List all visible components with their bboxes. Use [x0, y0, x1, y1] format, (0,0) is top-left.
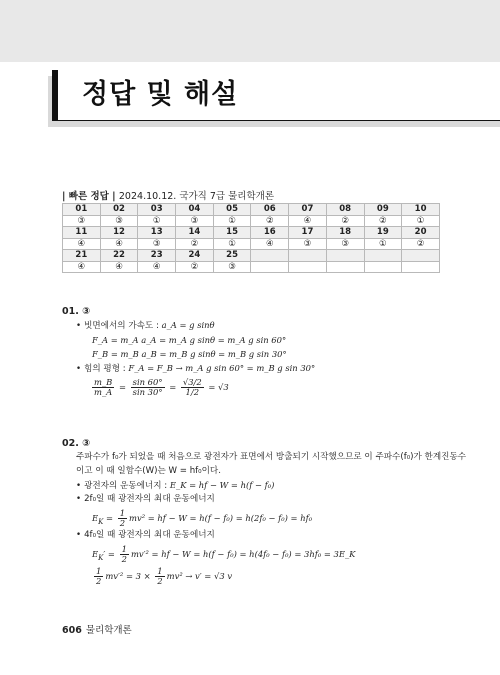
page-footer [62, 622, 132, 636]
q1-ratio-mid-den: sin 30° [132, 387, 163, 398]
answer-cell: ④ [289, 215, 327, 227]
q2-eq-velocity: $\frac{1}{2}$ mv′² = 3 × $\frac{1}{2}$ mv² → v′ = √3 v [96, 566, 233, 587]
answer-cell [289, 261, 327, 273]
question-number-row [63, 204, 440, 216]
question-number-cell: 18 [326, 227, 364, 239]
question-number-cell: 20 [402, 227, 440, 239]
answer-cell [402, 261, 440, 273]
question-number-cell: 05 [213, 204, 251, 216]
answer-table [62, 203, 440, 273]
q1-heading: 01. ③ [62, 306, 91, 317]
question-number-cell: 02 [100, 204, 138, 216]
q2-paragraph-1: 주파수가 f₀가 되었을 때 처음으로 광전자가 표면에서 방출되기 시작했으므로 이 주파수(f₀)가 한계진동수 [76, 452, 467, 462]
q1-ratio-big-num: √3/2 [182, 377, 202, 387]
q1-ratio: $\frac{m\_B}{m\_A}$ = $\frac{\sin 60^\circ}{\sin 30^\circ}$ = $\frac{√3/2}{1/2}$ = √3 [94, 377, 229, 398]
q2-ke-math: E_K = hf − W = h(f − f₀) [169, 480, 275, 490]
q2-ke-label: 광전자의 운동에너지 : [84, 481, 170, 491]
footer-subject: 물리학개론 [85, 625, 132, 636]
answer-cell [364, 261, 402, 273]
q2-bullet-4f0: • 4f₀일 때 광전자의 최대 운동에너지 [76, 530, 215, 542]
answer-cell: ④ [100, 261, 138, 273]
question-number-cell: 11 [63, 227, 101, 239]
question-number-cell: 09 [364, 204, 402, 216]
question-number-cell: 06 [251, 204, 289, 216]
answer-cell [251, 261, 289, 273]
q1-ratio-lhs-num: m_B [94, 377, 113, 387]
q1-ratio-mid-num: sin 60° [132, 377, 163, 387]
q2-eq-4f0: $E_K'$ = $\frac{1}{2}$ mv′² = hf − W = h(f − f₀) = h(4f₀ − f₀) = 3hf₀ = 3E_K [92, 544, 356, 565]
question-number-cell: 21 [63, 250, 101, 262]
q1-accel-label: 빗면에서의 가속도 : [84, 321, 162, 331]
q1-line-accel [76, 320, 215, 333]
question-number-cell: 22 [100, 250, 138, 262]
q1-force-b: F_B = m_B a_B = m_B g sinθ = m_B g sin 30° [92, 349, 287, 359]
answer-cell: ② [326, 215, 364, 227]
answer-cell: ① [213, 215, 251, 227]
q1-ratio-lhs-den: m_A [94, 387, 113, 398]
answer-cell: ③ [289, 238, 327, 250]
answer-cell: ③ [100, 215, 138, 227]
q2-paragraph-2: 이고 이 때 일함수(W)는 W = hf₀이다. [76, 466, 221, 476]
q2-eq-2f0-rest: = hf − W = h(f − f₀) = h(2f₀ − f₀) = hf₀ [147, 513, 313, 524]
question-number-cell: 03 [138, 204, 176, 216]
q2-eq-velocity-b: mv² → v′ = √3 v [166, 571, 233, 582]
answer-cell: ② [251, 215, 289, 227]
q2-eq-2f0: $E_K$ = $\frac{1}{2}$ mv² = hf − W = h(f − f₀) = h(2f₀ − f₀) = hf₀ [92, 508, 313, 529]
q1-balance-math: F_A = F_B → m_A g sin 60° = m_B g sin 30° [128, 363, 316, 373]
question-number-row [63, 227, 440, 239]
answer-cell: ③ [138, 238, 176, 250]
q1-force-a: F_A = m_A a_A = m_A g sinθ = m_A g sin 60° [92, 335, 287, 345]
q2-eq-4f0-rest: = hf − W = h(f − f₀) = h(4f₀ − f₀) = 3hf₀ = 3E_K [151, 549, 356, 560]
answer-cell: ③ [213, 261, 251, 273]
answer-cell: ③ [176, 215, 214, 227]
question-number-cell: 15 [213, 227, 251, 239]
question-number-cell: 17 [289, 227, 327, 239]
answer-row [63, 215, 440, 227]
answer-cell: ④ [100, 238, 138, 250]
question-number-cell: 08 [326, 204, 364, 216]
answer-cell: ③ [326, 238, 364, 250]
q1-line-balance [76, 363, 315, 376]
answer-cell: ① [138, 215, 176, 227]
question-number-cell [402, 250, 440, 262]
question-number-cell: 14 [176, 227, 214, 239]
q1-accel-math: a_A = g sinθ [161, 320, 215, 330]
q2-bullet-2f0: • 2f₀일 때 광전자의 최대 운동에너지 [76, 494, 215, 506]
question-number-cell [289, 250, 327, 262]
q2-heading: 02. ③ [62, 438, 91, 449]
answer-cell: ② [176, 238, 214, 250]
question-number-cell [251, 250, 289, 262]
q1-ratio-big-den: 1/2 [185, 387, 200, 398]
quick-answer-header: | 빠른 정답 | 2024.10.12. 국가직 7급 물리학개론 [62, 191, 275, 202]
q1-balance-label: 힘의 평형 : [84, 364, 129, 374]
top-band [0, 0, 500, 62]
answer-cell: ④ [63, 238, 101, 250]
answer-cell: ④ [63, 261, 101, 273]
answer-cell: ① [213, 238, 251, 250]
question-number-cell: 01 [63, 204, 101, 216]
answer-row [63, 238, 440, 250]
answer-cell: ② [364, 215, 402, 227]
question-number-cell: 10 [402, 204, 440, 216]
answer-cell: ③ [63, 215, 101, 227]
answer-row [63, 261, 440, 273]
question-number-cell: 12 [100, 227, 138, 239]
question-number-cell: 23 [138, 250, 176, 262]
page-number: 606 [62, 625, 82, 636]
q2-bullet-ke [76, 480, 274, 493]
answer-cell: ① [402, 215, 440, 227]
q1-ratio-result: = √3 [208, 382, 229, 393]
question-number-cell: 07 [289, 204, 327, 216]
question-number-cell: 24 [176, 250, 214, 262]
q2-eq-velocity-a: mv′² = 3 × [105, 571, 154, 582]
answer-cell: ④ [138, 261, 176, 273]
question-number-row [63, 250, 440, 262]
question-number-cell: 16 [251, 227, 289, 239]
question-number-cell: 19 [364, 227, 402, 239]
answer-cell: ② [402, 238, 440, 250]
exam-info: 2024.10.12. 국가직 7급 물리학개론 [118, 191, 275, 202]
question-number-cell: 13 [138, 227, 176, 239]
answer-cell: ① [364, 238, 402, 250]
page-title: 정답 및 해설 [82, 79, 239, 110]
question-number-cell [364, 250, 402, 262]
answer-cell: ② [176, 261, 214, 273]
title-box [52, 70, 500, 121]
answer-cell: ④ [251, 238, 289, 250]
question-number-cell [326, 250, 364, 262]
question-number-cell: 25 [213, 250, 251, 262]
question-number-cell: 04 [176, 204, 214, 216]
answer-cell [326, 261, 364, 273]
quick-answer-label: 빠른 정답 [68, 191, 109, 202]
